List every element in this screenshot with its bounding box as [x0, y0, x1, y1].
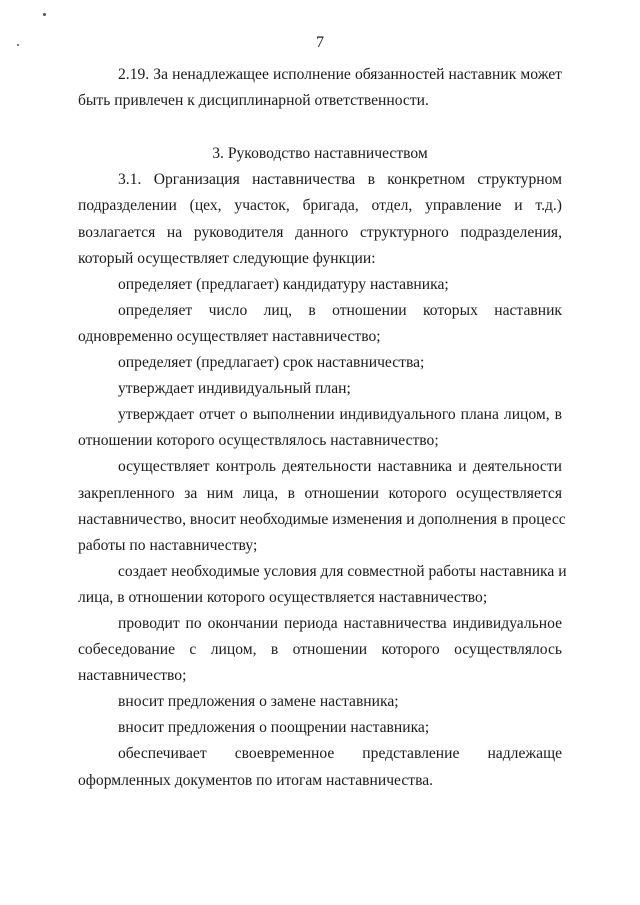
function-item-continuation: одновременно осуществляет наставничество; [78, 328, 381, 345]
clause-2-19-line-1: 2.19. За ненадлежащее исполнение обязанностей наставник может [118, 66, 562, 83]
section-heading: 3. Руководство наставничеством [212, 145, 428, 162]
function-item-continuation: закрепленного за ним лица, в отношении которого осуществляется [78, 485, 562, 502]
page-number: 7 [316, 34, 324, 51]
function-item: определяет число лиц, в отношении которых наставник [118, 302, 562, 319]
function-item-continuation: наставничество, вносит необходимые изменения и дополнения в процесс [78, 511, 566, 528]
scan-speck [43, 13, 46, 16]
function-item: проводит по окончании периода наставничества индивидуальное [118, 615, 562, 632]
function-item-continuation: оформленных документов по итогам наставничества. [78, 772, 434, 789]
clause-3-1-line-3: возлагается на руководителя данного структурного подразделения, [78, 224, 562, 241]
function-item: определяет (предлагает) срок наставничества; [118, 354, 425, 371]
clause-3-1-line-1: 3.1. Организация наставничества в конкретном структурном [118, 171, 562, 188]
function-item: утверждает индивидуальный план; [118, 380, 351, 397]
clause-3-1-line-2: подразделении (цех, участок, бригада, отдел, управление и т.д.) [78, 197, 562, 214]
function-item-continuation: собеседование с лицом, в отношении которого осуществлялось [78, 641, 562, 658]
function-item: вносит предложения о поощрении наставника; [118, 719, 430, 736]
function-item-continuation: наставничество; [78, 667, 187, 684]
function-item: определяет (предлагает) кандидатуру наставника; [118, 276, 449, 293]
clause-2-19-line-2: быть привлечен к дисциплинарной ответственности. [78, 92, 429, 109]
function-item: обеспечивает своевременное представление надлежаще [118, 745, 562, 762]
function-item-continuation: лица, в отношении которого осуществляется наставничество; [78, 589, 488, 606]
function-item: утверждает отчет о выполнении индивидуального плана лицом, в [118, 406, 562, 423]
function-item: осуществляет контроль деятельности наставника и деятельности [118, 458, 562, 475]
function-item: вносит предложения о замене наставника; [118, 693, 399, 710]
function-item: создает необходимые условия для совместной работы наставника и [118, 563, 567, 580]
function-item-continuation: отношении которого осуществлялось наставничество; [78, 432, 439, 449]
function-item-continuation: работы по наставничеству; [78, 537, 258, 554]
clause-3-1-line-4: который осуществляет следующие функции: [78, 250, 376, 267]
